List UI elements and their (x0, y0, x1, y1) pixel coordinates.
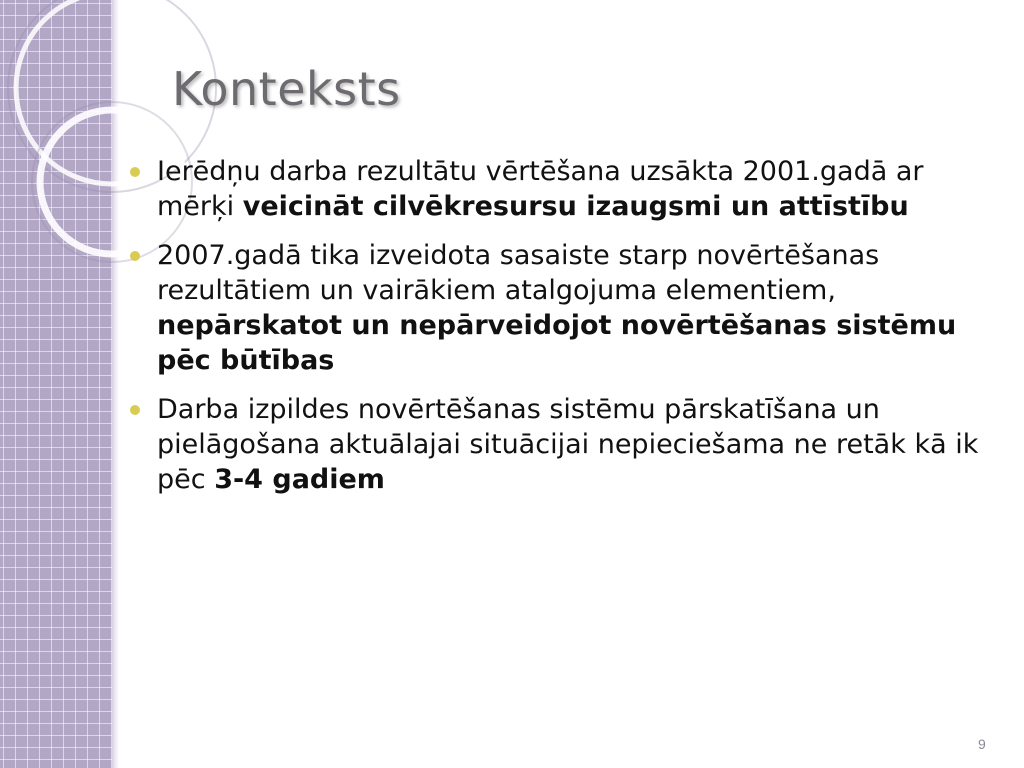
list-item (130, 154, 990, 224)
slide-title: Konteksts (172, 62, 401, 116)
bullet-dot-icon (130, 405, 140, 415)
bullet-dot-icon (130, 251, 140, 261)
bullet-list (130, 154, 990, 511)
bullet-text: Darba izpildes novērtēšanas sistēmu pārskatīšana un pielāgošana aktuālajai situācijai nepieciešama ne retāk kā ik pēc (157, 394, 979, 495)
bullet-bold-text: veicināt cilvēkresursu izaugsmi un attīstību (242, 191, 909, 222)
bullet-text: Ierēdņu darba rezultātu vērtēšana uzsākta 2001.gadā ar mērķi (157, 156, 924, 222)
bullet-bold-text: nepārskatot un nepārveidojot novērtēšanas sistēmu pēc būtības (157, 310, 957, 376)
list-item (130, 392, 990, 497)
slide-page-number: 9 (978, 736, 986, 752)
bullet-text: 2007.gadā tika izveidota sasaiste starp novērtēšanas rezultātiem un vairākiem atalgojuma elementiem, (157, 240, 880, 306)
bullet-dot-icon (130, 167, 140, 177)
bullet-bold-text: 3-4 gadiem (214, 464, 385, 495)
list-item (130, 238, 990, 378)
